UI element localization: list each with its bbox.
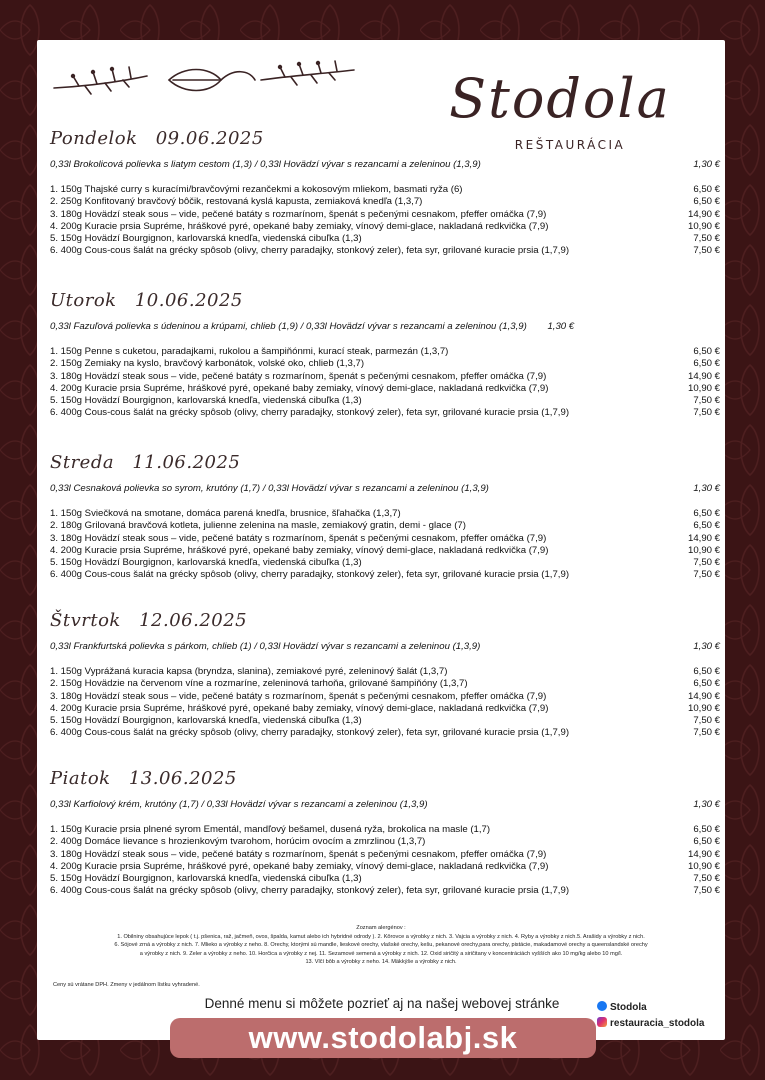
dish-text: 4. 200g Kuracie prsia Supréme, hráškové pyré, opekané baby zemiaky, vínový demi-glace, nakladaná redkvička (7,9) <box>50 702 549 714</box>
branch-ornament <box>49 58 359 100</box>
dish-price: 6,50 € <box>693 824 720 835</box>
dish-text: 6. 400g Cous-cous šalát na grécky spôsob (olivy, cherry paradajky, stonkový zeler), feta syr, grilované kuracie prsia (1,7,9) <box>50 245 570 257</box>
dish-list <box>50 824 720 898</box>
soup-text: 0,33l Fazuľová polievka s údeninou a krúpami, chlieb (1,9) / 0,33l Hovädzí vývar s rezancami a zeleninou (1,3,9) <box>50 321 527 332</box>
dish-price: 7,50 € <box>693 233 720 245</box>
dish-item <box>50 666 720 678</box>
vat-note: Ceny sú vrátane DPH. Zmeny v jedálnom lístku vyhradené. <box>53 982 200 988</box>
day-date: 12.06.2025 <box>139 610 248 631</box>
soup-line <box>50 320 720 334</box>
dish-price: 7,50 € <box>693 557 720 569</box>
dish-item <box>50 545 720 557</box>
online-menu-note: Denné menu si môžete pozrieť aj na našej webovej stránke <box>204 996 560 1011</box>
allergen-title: Zoznam alergénov : <box>356 925 406 931</box>
allergen-line: 6. Sójové zrná a výrobky z nich. 7. Mlieko a výrobky z neho. 8. Orechy, ktorými sú mandle, lieskové orechy, vlašské orechy, kešu, pekanové orechy,para orechy, pistácie, makadamové orechy a queenslandské orechy <box>114 942 648 949</box>
day-date: 13.06.2025 <box>128 768 237 789</box>
dish-text: 1. 150g Vyprážaná kuracia kapsa (bryndza, slanina), zemiakové pyré, zeleninový šalát (1,3,7) <box>50 666 448 677</box>
dish-text: 6. 400g Cous-cous šalát na grécky spôsob (olivy, cherry paradajky, stonkový zeler), feta syr, grilované kuracie prsia (1,7,9) <box>50 885 570 897</box>
dish-price: 14,90 € <box>687 370 720 382</box>
dish-text: 2. 400g Domáce lievance s hrozienkovým tvarohom, horúcim ovocím a zmrzlinou (1,3,7) <box>50 836 426 848</box>
soup-price: 1,30 € <box>693 483 720 494</box>
dish-text: 3. 180g Hovädzí steak sous – vide, pečené batáty s rozmarínom, špenát s pečenými cesnakom, pfeffer omáčka (7,9) <box>50 370 547 382</box>
dish-price: 6,50 € <box>693 184 720 195</box>
day-heading <box>50 768 720 790</box>
dish-text: 1. 150g Sviečková na smotane, domáca parená knedľa, brusnice, šľahačka (1,3,7) <box>50 508 401 519</box>
dish-item <box>50 849 720 861</box>
logo-subtitle: REŠTAURÁCIA <box>514 138 626 152</box>
dish-item <box>50 233 720 245</box>
dish-text: 2. 250g Konfitovaný bravčový bôčik, restovaná kyslá kapusta, zemiaková knedľa (1,3,7) <box>50 196 423 208</box>
allergen-line: a výrobky z nich. 9. Zeler a výrobky z neho. 10. Horčica a výrobky z nej. 11. Sezamové semená a výrobky z nich. 12. Oxid siričitý a siričitany v koncentráciách vyšších ako 10 mg/kg alebo 10 mg/l. <box>139 950 623 957</box>
dish-item <box>50 691 720 703</box>
dish-text: 2. 180g Grilovaná bravčová kotleta, julienne zelenina na masle, zemiakový gratin, demi - glace (7) <box>50 520 466 532</box>
facebook-icon <box>597 1001 607 1011</box>
dish-price: 6,50 € <box>693 346 720 357</box>
soup-price: 1,30 € <box>547 321 575 332</box>
day-heading <box>50 610 720 632</box>
dish-item <box>50 184 720 196</box>
dish-price: 14,90 € <box>687 208 720 220</box>
soup-price: 1,30 € <box>693 159 720 170</box>
soup-text: 0,33l Frankfurtská polievka s párkom, chlieb (1) / 0,33l Hovädzí vývar s rezancami a zeleninou (1,3,9) <box>50 641 481 652</box>
dish-item <box>50 407 720 419</box>
allergen-line: 1. Obilniny obsahujúce lepok ( t.j. pšenica, raž, jačmeň, ovos, špalda, kamut alebo ich hybridné odrody ). 2. Kôrovce a výrobky z nich. 3. Vajcia a výrobky z nich. 4. Ryby a výrobky z nich.5. Arašidy a výrobky z nich. <box>117 933 645 940</box>
soup-line <box>50 798 720 812</box>
dish-text: 5. 150g Hovädzí Bourgignon, karlovarská knedľa, viedenská cibuľka (1,3) <box>50 557 362 569</box>
day-heading <box>50 452 720 474</box>
instagram-handle: restauracia_stodola <box>610 1018 705 1029</box>
dish-item <box>50 557 720 569</box>
dish-item <box>50 371 720 383</box>
dish-price: 6,50 € <box>693 836 720 848</box>
dish-price: 6,50 € <box>693 666 720 677</box>
dish-text: 3. 180g Hovädzí steak sous – vide, pečené batáty s rozmarínom, špenát s pečenými cesnakom, pfeffer omáčka (7,9) <box>50 532 547 544</box>
dish-item <box>50 358 720 370</box>
day-date: 10.06.2025 <box>134 290 243 311</box>
dish-text: 4. 200g Kuracie prsia Supréme, hráškové pyré, opekané baby zemiaky, vínový demi-glace, nakladaná redkvička (7,9) <box>50 860 549 872</box>
day-name: Štvrtok <box>50 610 121 631</box>
social-links <box>597 1000 727 1032</box>
dish-text: 6. 400g Cous-cous šalát na grécky spôsob (olivy, cherry paradajky, stonkový zeler), feta syr, grilované kuracie prsia (1,7,9) <box>50 727 570 739</box>
dish-text: 3. 180g Hovädzí steak sous – vide, pečené batáty s rozmarínom, špenát s pečenými cesnakom, pfeffer omáčka (7,9) <box>50 690 547 702</box>
dish-price: 7,50 € <box>693 727 720 739</box>
dish-item <box>50 520 720 532</box>
day-name: Utorok <box>50 290 117 311</box>
dish-text: 3. 180g Hovädzí steak sous – vide, pečené batáty s rozmarínom, špenát s pečenými cesnakom, pfeffer omáčka (7,9) <box>50 848 547 860</box>
dish-item <box>50 678 720 690</box>
day-section-wednesday <box>50 452 720 582</box>
soup-line <box>50 640 720 654</box>
day-section-friday <box>50 768 720 898</box>
dish-text: 4. 200g Kuracie prsia Supréme, hráškové pyré, opekané baby zemiaky, vínový demi-glace, nakladaná redkvička (7,9) <box>50 382 549 394</box>
instagram-icon <box>597 1017 607 1027</box>
dish-price: 7,50 € <box>693 885 720 897</box>
dish-price: 6,50 € <box>693 678 720 690</box>
dish-item <box>50 727 720 739</box>
dish-price: 10,90 € <box>687 220 720 232</box>
day-name: Pondelok <box>50 128 138 149</box>
day-name: Piatok <box>50 768 111 789</box>
website-url[interactable]: www.stodolabj.sk <box>170 1018 596 1058</box>
dish-price: 7,50 € <box>693 245 720 257</box>
soup-line <box>50 482 720 496</box>
dish-item <box>50 346 720 358</box>
day-date: 09.06.2025 <box>155 128 264 149</box>
dish-list <box>50 184 720 258</box>
day-section-thursday <box>50 610 720 740</box>
dish-item <box>50 885 720 897</box>
menu-sheet <box>37 40 725 1055</box>
soup-text: 0,33l Karfiolový krém, krutóny (1,7) / 0,33l Hovädzí vývar s rezancami a zeleninou (1,3,9) <box>50 799 428 810</box>
dish-list <box>50 666 720 740</box>
allergen-line: 13. Vlčí bôb a výrobky z neho. 14. Mäkkýše a výrobky z nich. <box>305 959 457 966</box>
dish-item <box>50 209 720 221</box>
allergen-list <box>50 924 712 967</box>
soup-price: 1,30 € <box>693 641 720 652</box>
dish-price: 10,90 € <box>687 544 720 556</box>
dish-price: 14,90 € <box>687 690 720 702</box>
dish-price: 7,50 € <box>693 873 720 885</box>
dish-price: 10,90 € <box>687 382 720 394</box>
dish-text: 5. 150g Hovädzí Bourgignon, karlovarská knedľa, viedenská cibuľka (1,3) <box>50 395 362 407</box>
soup-price: 1,30 € <box>693 799 720 810</box>
dish-price: 10,90 € <box>687 702 720 714</box>
soup-line <box>50 158 720 172</box>
dish-text: 6. 400g Cous-cous šalát na grécky spôsob (olivy, cherry paradajky, stonkový zeler), feta syr, grilované kuracie prsia (1,7,9) <box>50 569 570 581</box>
dish-text: 5. 150g Hovädzí Bourgignon, karlovarská knedľa, viedenská cibuľka (1,3) <box>50 873 362 885</box>
dish-price: 14,90 € <box>687 532 720 544</box>
dish-price: 6,50 € <box>693 358 720 370</box>
dish-price: 7,50 € <box>693 715 720 727</box>
dish-price: 10,90 € <box>687 860 720 872</box>
dish-item <box>50 196 720 208</box>
dish-item <box>50 383 720 395</box>
dish-item <box>50 533 720 545</box>
dish-item <box>50 245 720 257</box>
day-date: 11.06.2025 <box>132 452 241 473</box>
dish-text: 3. 180g Hovädzí steak sous – vide, pečené batáty s rozmarínom, špenát s pečenými cesnakom, pfeffer omáčka (7,9) <box>50 208 547 220</box>
day-heading <box>50 128 720 150</box>
dish-text: 2. 150g Hovädzie na červenom víne a rozmaríne, zeleninová tarhoňa, grilované šampiňóny (1,3,7) <box>50 678 468 690</box>
logo-wordmark: Stodola <box>449 67 671 130</box>
dish-price: 7,50 € <box>693 395 720 407</box>
dish-item <box>50 836 720 848</box>
dish-price: 14,90 € <box>687 848 720 860</box>
dish-item <box>50 861 720 873</box>
dish-text: 5. 150g Hovädzí Bourgignon, karlovarská knedľa, viedenská cibuľka (1,3) <box>50 715 362 727</box>
dish-price: 6,50 € <box>693 520 720 532</box>
dish-text: 6. 400g Cous-cous šalát na grécky spôsob (olivy, cherry paradajky, stonkový zeler), feta syr, grilované kuracie prsia (1,7,9) <box>50 407 570 419</box>
dish-text: 5. 150g Hovädzí Bourgignon, karlovarská knedľa, viedenská cibuľka (1,3) <box>50 233 362 245</box>
dish-item <box>50 703 720 715</box>
dish-price: 6,50 € <box>693 196 720 208</box>
dish-item <box>50 508 720 520</box>
facebook-link[interactable] <box>597 1000 727 1016</box>
dish-price: 6,50 € <box>693 508 720 519</box>
dish-item <box>50 221 720 233</box>
facebook-handle: Stodola <box>610 1002 647 1013</box>
dish-text: 4. 200g Kuracie prsia Supréme, hráškové pyré, opekané baby zemiaky, vínový demi-glace, nakladaná redkvička (7,9) <box>50 544 549 556</box>
dish-price: 7,50 € <box>693 407 720 419</box>
day-section-monday <box>50 128 720 258</box>
dish-text: 1. 150g Penne s cuketou, paradajkami, rukolou a šampiňónmi, kurací steak, parmezán (1,3,7) <box>50 346 449 357</box>
dish-list <box>50 508 720 582</box>
day-name: Streda <box>50 452 115 473</box>
dish-list <box>50 346 720 420</box>
dish-text: 1. 150g Thajské curry s kuracími/bravčovými rezančekmi a kokosovým mliekom, basmati ryža (6) <box>50 184 463 195</box>
dish-text: 1. 150g Kuracie prsia plnené syrom Ementál, mandľový bešamel, dusená ryža, brokolica na masle (1,7) <box>50 824 491 835</box>
dish-item <box>50 715 720 727</box>
dish-item <box>50 569 720 581</box>
dish-item <box>50 395 720 407</box>
soup-text: 0,33l Brokolicová polievka s liatym cestom (1,3) / 0,33l Hovädzí vývar s rezancami a zeleninou (1,3,9) <box>50 159 481 170</box>
dish-item <box>50 873 720 885</box>
day-heading <box>50 290 720 312</box>
day-section-tuesday <box>50 290 720 420</box>
dish-item <box>50 824 720 836</box>
dish-text: 2. 150g Zemiaky na kyslo, bravčový karbonátok, volské oko, chlieb (1,3,7) <box>50 358 365 370</box>
instagram-link[interactable] <box>597 1016 727 1032</box>
soup-text: 0,33l Cesnaková polievka so syrom, krutóny (1,7) / 0,33l Hovädzí vývar s rezancami a zeleninou (1,3,9) <box>50 483 489 494</box>
dish-text: 4. 200g Kuracie prsia Supréme, hráškové pyré, opekané baby zemiaky, vínový demi-glace, nakladaná redkvička (7,9) <box>50 220 549 232</box>
dish-price: 7,50 € <box>693 569 720 581</box>
